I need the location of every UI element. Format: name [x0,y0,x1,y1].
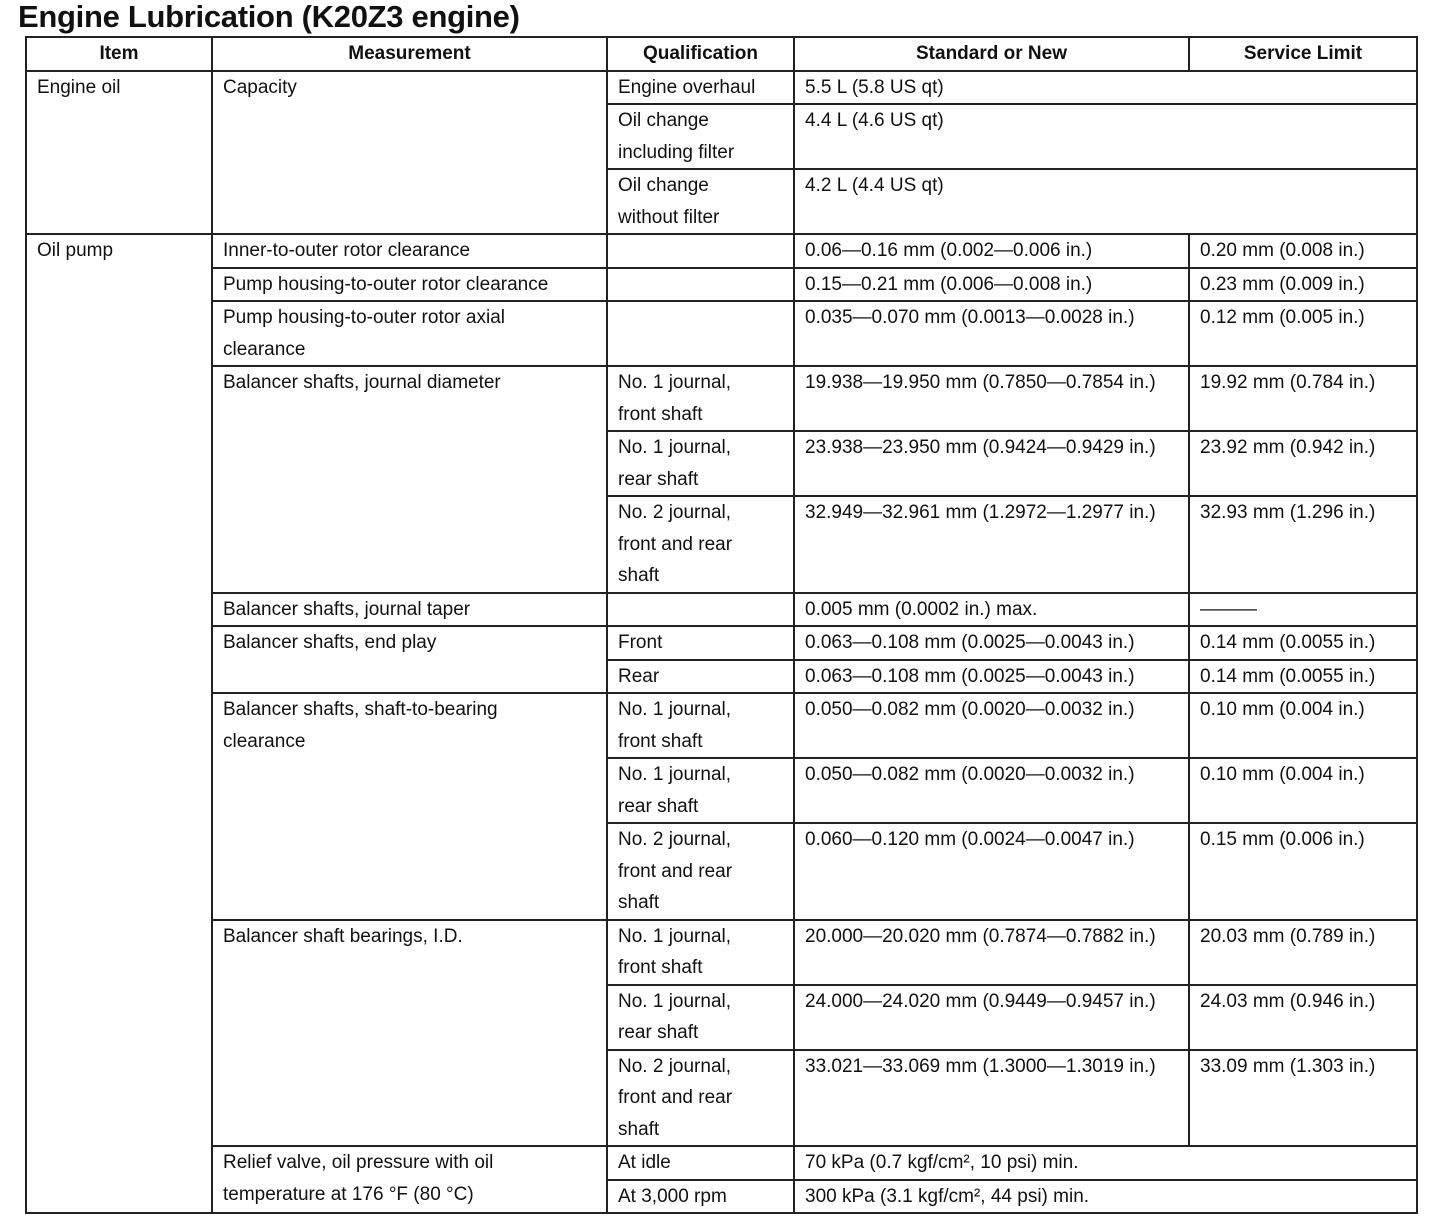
service-limit-cell: 0.10 mm (0.004 in.) [1189,693,1417,758]
standard-cell: 0.050—0.082 mm (0.0020—0.0032 in.) [794,758,1189,823]
standard-cell: 4.2 L (4.4 US qt) [794,169,1417,234]
qualification-cell: No. 1 journal, rear shaft [607,758,794,823]
header-standard: Standard or New [794,37,1189,71]
measurement-cell: Pump housing-to-outer rotor clearance [212,268,607,302]
measurement-cell: Balancer shafts, journal diameter [212,366,607,593]
service-limit-cell: 0.14 mm (0.0055 in.) [1189,626,1417,660]
standard-cell: 0.15—0.21 mm (0.006—0.008 in.) [794,268,1189,302]
table-row [26,268,1417,302]
service-limit-cell: 32.93 mm (1.296 in.) [1189,496,1417,593]
qualification-cell: No. 2 journal, front and rear shaft [607,1050,794,1147]
measurement-cell: Balancer shafts, end play [212,626,607,693]
standard-cell: 0.063—0.108 mm (0.0025—0.0043 in.) [794,660,1189,694]
standard-cell: 23.938—23.950 mm (0.9424—0.9429 in.) [794,431,1189,496]
standard-cell: 0.063—0.108 mm (0.0025—0.0043 in.) [794,626,1189,660]
qualification-cell: Rear [607,660,794,694]
service-limit-cell: 20.03 mm (0.789 in.) [1189,920,1417,985]
standard-cell: 70 kPa (0.7 kgf/cm², 10 psi) min. [794,1146,1417,1180]
measurement-cell: Balancer shafts, shaft-to-bearing clearance [212,693,607,920]
qualification-cell: At idle [607,1146,794,1180]
standard-cell: 300 kPa (3.1 kgf/cm², 44 psi) min. [794,1180,1417,1214]
standard-cell: 19.938—19.950 mm (0.7850—0.7854 in.) [794,366,1189,431]
standard-cell: 0.06—0.16 mm (0.002—0.006 in.) [794,234,1189,268]
qualification-cell: No. 2 journal, front and rear shaft [607,823,794,920]
table-row [26,626,1417,660]
qualification-cell [607,301,794,366]
table-row [26,71,1417,105]
service-limit-cell: ——— [1189,593,1417,627]
standard-cell: 0.060—0.120 mm (0.0024—0.0047 in.) [794,823,1189,920]
qualification-cell [607,268,794,302]
measurement-cell: Inner-to-outer rotor clearance [212,234,607,268]
standard-cell: 20.000—20.020 mm (0.7874—0.7882 in.) [794,920,1189,985]
qualification-cell: No. 1 journal, front shaft [607,920,794,985]
standard-cell: 32.949—32.961 mm (1.2972—1.2977 in.) [794,496,1189,593]
qualification-cell: No. 1 journal, rear shaft [607,985,794,1050]
qualification-cell: No. 1 journal, front shaft [607,693,794,758]
qualification-cell [607,593,794,627]
item-cell: Engine oil [26,71,212,235]
qualification-cell: At 3,000 rpm [607,1180,794,1214]
measurement-cell: Balancer shaft bearings, I.D. [212,920,607,1147]
measurement-cell: Relief valve, oil pressure with oil temperature at 176 °F (80 °C) [212,1146,607,1213]
service-limit-cell: 0.10 mm (0.004 in.) [1189,758,1417,823]
table-row [26,693,1417,758]
service-limit-cell: 0.23 mm (0.009 in.) [1189,268,1417,302]
table-row [26,1146,1417,1180]
standard-cell: 0.005 mm (0.0002 in.) max. [794,593,1189,627]
service-limit-cell: 33.09 mm (1.303 in.) [1189,1050,1417,1147]
measurement-cell: Balancer shafts, journal taper [212,593,607,627]
header-row [26,37,1417,71]
qualification-cell: Front [607,626,794,660]
qualification-cell: Engine overhaul [607,71,794,105]
measurement-cell: Pump housing-to-outer rotor axial clearance [212,301,607,366]
table-row [26,234,1417,268]
service-limit-cell: 0.15 mm (0.006 in.) [1189,823,1417,920]
qualification-cell [607,234,794,268]
measurement-cell: Capacity [212,71,607,235]
header-item: Item [26,37,212,71]
table-row [26,920,1417,985]
table-row [26,366,1417,431]
page-title: Engine Lubrication (K20Z3 engine) [18,0,520,34]
qualification-cell: No. 1 journal, rear shaft [607,431,794,496]
service-limit-cell: 19.92 mm (0.784 in.) [1189,366,1417,431]
service-limit-cell: 0.20 mm (0.008 in.) [1189,234,1417,268]
qualification-cell: No. 2 journal, front and rear shaft [607,496,794,593]
spec-table [25,36,1418,1214]
table-row [26,301,1417,366]
standard-cell: 5.5 L (5.8 US qt) [794,71,1417,105]
header-qualification: Qualification [607,37,794,71]
item-cell: Oil pump [26,234,212,1213]
service-limit-cell: 0.12 mm (0.005 in.) [1189,301,1417,366]
service-limit-cell: 24.03 mm (0.946 in.) [1189,985,1417,1050]
standard-cell: 0.035—0.070 mm (0.0013—0.0028 in.) [794,301,1189,366]
standard-cell: 24.000—24.020 mm (0.9449—0.9457 in.) [794,985,1189,1050]
table-row [26,593,1417,627]
service-limit-cell: 23.92 mm (0.942 in.) [1189,431,1417,496]
standard-cell: 0.050—0.082 mm (0.0020—0.0032 in.) [794,693,1189,758]
qualification-cell: Oil change including filter [607,104,794,169]
header-service-limit: Service Limit [1189,37,1417,71]
qualification-cell: Oil change without filter [607,169,794,234]
qualification-cell: No. 1 journal, front shaft [607,366,794,431]
standard-cell: 33.021—33.069 mm (1.3000—1.3019 in.) [794,1050,1189,1147]
header-measurement: Measurement [212,37,607,71]
standard-cell: 4.4 L (4.6 US qt) [794,104,1417,169]
service-limit-cell: 0.14 mm (0.0055 in.) [1189,660,1417,694]
